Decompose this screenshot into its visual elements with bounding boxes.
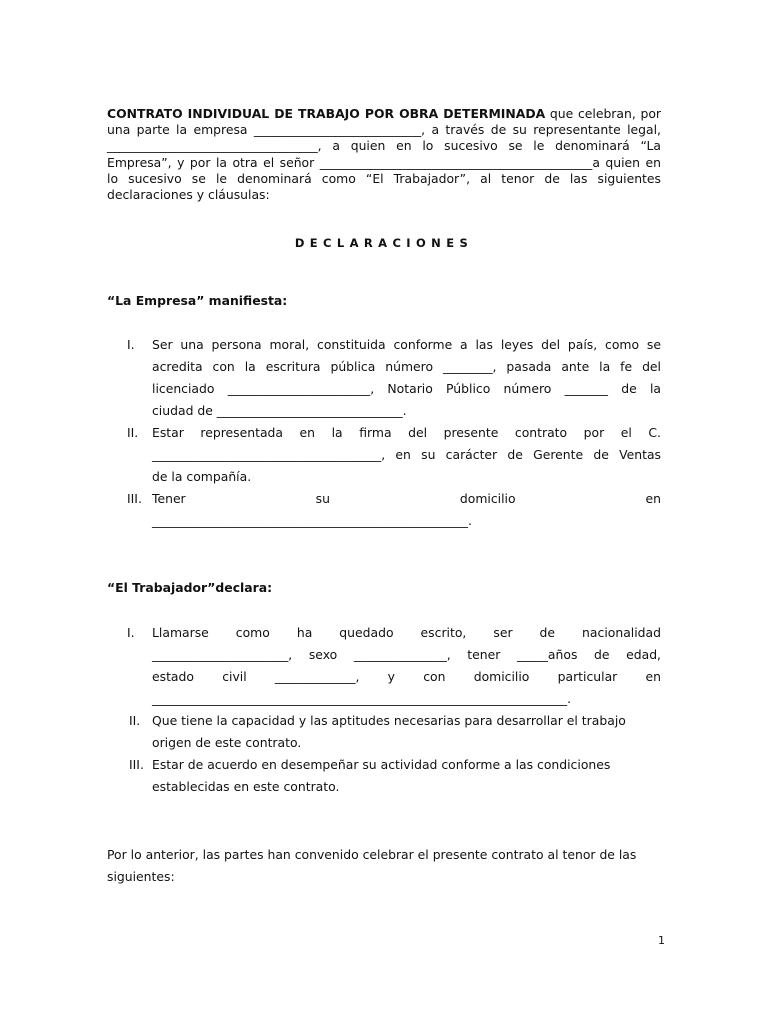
intro-text: que celebran, por una parte la empresa ___________________________, a través de su representante legal, __________________________________, a quien en lo sucesivo se le denominará “La Empresa”, y por la otra el señor ____________________________________________a quien en lo sucesivo se le denominará como “El Trabajador”, al tenor de las siguientes declaraciones y cláusulas: (107, 106, 662, 203)
item-number: I. (127, 625, 135, 640)
item-line: de la compañía. (152, 469, 252, 484)
item-line: Llamarse como ha quedado escrito, ser de nacionalidad (152, 625, 661, 640)
trabajador-item-2 (107, 710, 661, 754)
item-line: Ser una persona moral, constituida conforme a las leyes del país, como se (152, 337, 661, 352)
item-number: II. (127, 425, 139, 440)
declaraciones-heading: DECLARACIONES (294, 236, 474, 250)
domicilio-word: Tener (152, 491, 186, 506)
page-number: 1 (658, 934, 665, 947)
item-line: ______________________, sexo _______________, tener _____años de edad, (152, 647, 661, 662)
item-line: acredita con la escritura pública número ________, pasada ante la fe del (152, 359, 661, 374)
empresa-item-2 (107, 422, 661, 488)
item-number: III. (127, 491, 142, 506)
item-number: II. (129, 713, 141, 728)
empresa-declarations-list (107, 334, 661, 532)
empresa-item-3 (107, 488, 661, 532)
closing-paragraph: Por lo anterior, las partes han convenido celebrar el presente contrato al tenor de las siguientes: (107, 847, 637, 884)
item-number: I. (127, 337, 135, 352)
trabajador-heading: “El Trabajador”declara: (107, 580, 273, 595)
trabajador-item-1 (107, 622, 661, 710)
item-line: ___________________________________________________________________. (152, 691, 572, 706)
item-line: Estar de acuerdo en desempeñar su actividad conforme a las condiciones (152, 757, 611, 772)
item-line: Estar representada en la firma del presente contrato por el C. (152, 425, 661, 440)
intro-paragraph (107, 106, 661, 203)
domicilio-line (152, 488, 661, 510)
item-line: estado civil _____________, y con domicilio particular en (152, 669, 661, 684)
item-line: origen de este contrato. (152, 735, 302, 750)
item-line: ___________________________________________________. (152, 513, 472, 528)
empresa-item-1 (107, 334, 661, 422)
item-number: III. (129, 757, 144, 772)
item-line: licenciado _______________________, Notario Público número _______ de la (152, 381, 661, 396)
domicilio-word: domicilio (459, 491, 516, 506)
trabajador-item-3 (107, 754, 661, 798)
domicilio-word: su (315, 491, 330, 506)
contract-title: CONTRATO INDIVIDUAL DE TRABAJO POR OBRA DETERMINADA (107, 106, 546, 121)
item-line: establecidas en este contrato. (152, 779, 340, 794)
item-line: ciudad de ______________________________. (152, 403, 407, 418)
empresa-heading: “La Empresa” manifiesta: (107, 293, 288, 308)
item-line: _____________________________________, en su carácter de Gerente de Ventas (152, 447, 661, 462)
item-line (152, 488, 661, 510)
trabajador-declarations-list (107, 622, 661, 798)
item-line: Que tiene la capacidad y las aptitudes necesarias para desarrollar el trabajo (152, 713, 626, 728)
domicilio-word: en (645, 491, 661, 506)
